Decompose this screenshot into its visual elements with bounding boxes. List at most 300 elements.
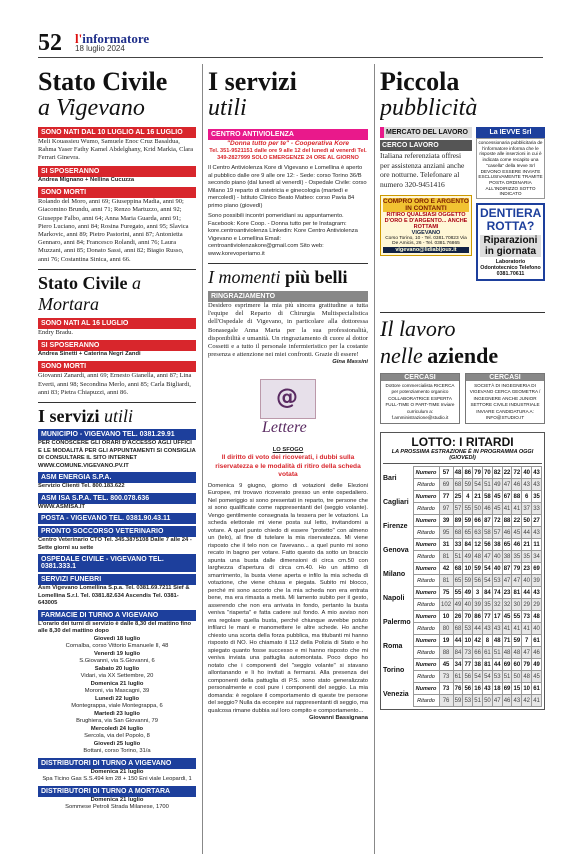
- lotto-ritardo: 41: [512, 623, 522, 635]
- cercasi-1-head: CERCASI: [381, 374, 459, 381]
- nati-bar: SONO NATI DAL 10 LUGLIO AL 16 LUGLIO: [38, 127, 196, 138]
- lotto-number: 69: [502, 659, 512, 671]
- lotto-ritardo: 51: [502, 671, 512, 683]
- lotto-number: 44: [453, 635, 463, 647]
- lotto-ritardo: 29: [532, 599, 542, 611]
- lotto-ritardo: 59: [453, 695, 463, 707]
- lotto-number: 79: [473, 467, 483, 479]
- lotto-ritardo: 43: [492, 623, 502, 635]
- lotto-number: 86: [463, 467, 473, 479]
- lotto-number: 43: [532, 587, 542, 599]
- lotto-ritardo: 40: [492, 551, 502, 563]
- antiviolenza-contacts: Sono possibili incontri pomeridiani su appuntamento. Facebook: Kore Coop. - Donna tutto per te Instagram: kore.centroantiviolenza Linkedin: Kore Centro Antiviolenza Vigevano e Lomellina Email: centroantiviolenzakore@gmail.com Sito web: www.korevoperiamo.it: [208, 213, 358, 257]
- lotto-label: Ritardo: [413, 647, 439, 659]
- lotto-title: LOTTO: I RITARDI: [411, 435, 514, 450]
- lotto-number: 15: [512, 683, 522, 695]
- lotto-ritardo: 97: [439, 503, 453, 515]
- lotto-ritardo: 43: [532, 527, 542, 539]
- mortara-nati-bar: SONO NATI AL 16 LUGLIO: [38, 318, 196, 329]
- lotto-number: 33: [453, 539, 463, 551]
- lotto-number: 10: [463, 635, 473, 647]
- lotto-ritardo: 54: [483, 575, 493, 587]
- farmacia-addr: Montegrappa, viale Montegrappa, 6: [71, 703, 163, 710]
- lotto-number: 40: [522, 467, 532, 479]
- lotto-number: 61: [532, 683, 542, 695]
- lotto-number: 77: [439, 491, 453, 503]
- lotto-ritardo: 88: [439, 647, 453, 659]
- lotto-label: Numero: [413, 539, 439, 551]
- lotto-ritardo: 102: [439, 599, 453, 611]
- lotto-ritardo: 51: [473, 695, 483, 707]
- lotto-ritardo: 41: [512, 503, 522, 515]
- lotto-label: Numero: [413, 563, 439, 575]
- lotto-number: 76: [453, 683, 463, 695]
- lotto-city: Roma: [383, 643, 403, 651]
- lotto-ritardo: 56: [463, 671, 473, 683]
- service-bar: ASM ISA S.P.A. TEL. 800.078.636: [38, 493, 196, 504]
- lotto-ritardo: 49: [492, 479, 502, 491]
- lotto-number: 54: [483, 563, 493, 575]
- lotto-number: 79: [512, 563, 522, 575]
- mortara-nati: Endry Bradu.: [38, 328, 74, 336]
- farmacia-addr: Bottani, corso Torino, 31/a: [83, 748, 151, 755]
- lotto-ritardo: 40: [463, 599, 473, 611]
- lotto-number: 45: [492, 491, 502, 503]
- lotto-number: 79: [522, 659, 532, 671]
- mercato-label: MERCATO DEL LAVORO: [380, 127, 472, 138]
- lotto-number: 82: [492, 467, 502, 479]
- lotto-ritardo: 41: [502, 623, 512, 635]
- lotto-number: 44: [492, 659, 502, 671]
- brand-logo: l'informatore: [75, 31, 150, 46]
- mortara-sposi-bar: SI SPOSERANNO: [38, 340, 196, 351]
- farmacia-day: Venerdì 19 luglio: [93, 650, 141, 657]
- lotto-number: 22: [502, 467, 512, 479]
- lotto-ritardo: 35: [522, 551, 532, 563]
- lotto-ritardo: 32: [492, 599, 502, 611]
- lotto-ritardo: 40: [522, 575, 532, 587]
- antiviolenza-bar: CENTRO ANTIVIOLENZA: [208, 129, 368, 140]
- dentiera-title: DENTIERA ROTTA?: [480, 206, 542, 234]
- lotto-ritardo: 59: [463, 575, 473, 587]
- riparazioni: Riparazioni in giornata: [480, 235, 541, 257]
- sposi-text: Andrea Mignano + Nellina Cucuzza: [38, 176, 135, 183]
- lotto-number: 81: [512, 587, 522, 599]
- issue-date: 18 luglio 2024: [75, 44, 125, 53]
- lotto-ritardo: 46: [532, 647, 542, 659]
- compro-ad: [380, 195, 472, 256]
- lotto-ritardo: 53: [492, 671, 502, 683]
- lettere-headline: Il diritto di voto dei ricoverati, i dubbi sulla riservatezza e le modalità di ritiro della scheda votata: [215, 454, 361, 479]
- lotto-number: 44: [522, 587, 532, 599]
- sposi-bar: SI SPOSERANNO: [38, 166, 196, 177]
- cercasi-card-1: [380, 373, 460, 424]
- lotto-ritardo: 42: [522, 695, 532, 707]
- lotto-ritardo: 39: [532, 575, 542, 587]
- lotto-number: 38: [473, 659, 483, 671]
- lotto-ritardo: 66: [473, 647, 483, 659]
- farmacia-day: Mercoledì 24 luglio: [90, 725, 144, 732]
- lotto-number: 45: [439, 659, 453, 671]
- lotto-sub: LA PROSSIMA ESTRAZIONE È IN PROGRAMMA OGGI (GIOVEDÌ): [383, 449, 542, 464]
- lotto-number: 18: [492, 683, 502, 695]
- service-bar: MUNICIPIO - VIGEVANO TEL. 0381.29.91: [38, 429, 196, 440]
- lotto-number: 89: [453, 515, 463, 527]
- lotto-ritardo: 47: [502, 479, 512, 491]
- ringraziamento-sign: Gina Massini: [332, 359, 368, 366]
- lotto-number: 59: [473, 563, 483, 575]
- lotto-ritardo: 73: [463, 647, 473, 659]
- lotto-number: 46: [512, 539, 522, 551]
- service-text: WWW.ASMISA.IT: [38, 503, 86, 510]
- lotto-ritardo: 57: [492, 527, 502, 539]
- stato-subtitle: a Vigevano: [38, 95, 145, 121]
- lotto-label: Numero: [413, 467, 439, 479]
- lotto-number: 59: [512, 635, 522, 647]
- lotto-number: 12: [473, 539, 483, 551]
- lotto-number: 21: [522, 539, 532, 551]
- lotto-number: 50: [522, 515, 532, 527]
- lotto-number: 43: [532, 467, 542, 479]
- lotto-ritardo: 49: [463, 551, 473, 563]
- lotto-ritardo: 68: [453, 479, 463, 491]
- lotto-ritardo: 48: [473, 551, 483, 563]
- lotto-ritardo: 41: [532, 695, 542, 707]
- lotto-number: 67: [502, 491, 512, 503]
- lotto-ritardo: 63: [473, 527, 483, 539]
- lotto-ritardo: 50: [483, 695, 493, 707]
- service-text: Servizio Clienti Tel. 800.183.622: [38, 483, 125, 490]
- lotto-number: 21: [473, 491, 483, 503]
- lavoro-title-b: nelle: [380, 343, 423, 368]
- distr-mor-day: Domenica 21 luglio: [90, 796, 144, 803]
- antiviolenza-tel: Tel. 351-9521151 dalle ore 9 alle 12 del lunedì al venerdì Tel. 349-2827999 SOLO EMERGENZE 24 ORE AL GIORNO: [209, 148, 367, 161]
- lotto-number: 8: [483, 635, 493, 647]
- mortara-sub: a Mortara: [38, 272, 141, 314]
- compro-mail: vigevano@lidiabijoux.it: [383, 247, 469, 253]
- lotto-row: [383, 491, 542, 503]
- lotto-number: 55: [512, 611, 522, 623]
- momenti-title-b: più belli: [284, 267, 348, 287]
- lotto-ritardo: 59: [463, 479, 473, 491]
- lotto-number: 10: [463, 563, 473, 575]
- farmacia-day: Martedì 23 luglio: [94, 710, 140, 717]
- lotto-row: [383, 659, 542, 671]
- lotto-ritardo: 68: [453, 623, 463, 635]
- lotto-number: 10: [522, 683, 532, 695]
- lab-text: Laboratorio Odontotecnico Telefono 0381.70611: [480, 259, 541, 278]
- stato-title: Stato Civile: [38, 68, 168, 96]
- lotto-ritardo: 53: [492, 575, 502, 587]
- lotto-city: Venezia: [383, 691, 409, 699]
- lotto-ritardo: 40: [532, 623, 542, 635]
- lotto-ritardo: 53: [463, 695, 473, 707]
- lotto-city: Bari: [383, 475, 397, 483]
- lotto-number: 48: [532, 611, 542, 623]
- lotto-number: 16: [473, 683, 483, 695]
- lotto-ritardo: 45: [532, 671, 542, 683]
- lotto-number: 73: [522, 611, 532, 623]
- lotto-ritardo: 33: [532, 503, 542, 515]
- lotto-ritardo: 35: [512, 551, 522, 563]
- page-header: [0, 0, 580, 58]
- piccola-title: Piccola: [380, 68, 460, 96]
- lotto-city: Firenze: [383, 523, 408, 531]
- service-text: L'orario dei turni di servizio è dalle 8,30 del mattino fino alle 8,30 del mattino dopo: [38, 620, 192, 635]
- cercasi-2-head: CERCASI: [466, 374, 544, 381]
- lotto-ritardo: 43: [483, 623, 493, 635]
- lotto-ritardo: 53: [463, 623, 473, 635]
- lotto-ritardo: 61: [453, 671, 463, 683]
- lotto-number: 48: [453, 467, 463, 479]
- lotto-ritardo: 30: [512, 599, 522, 611]
- lotto-number: 49: [532, 659, 542, 671]
- farmacia-day: Sabato 20 luglio: [94, 665, 140, 672]
- lotto-number: 87: [502, 563, 512, 575]
- farmacia-addr: Sercola, via del Popolo, 8: [84, 733, 150, 740]
- servizi-mid-sub: utili: [208, 95, 247, 121]
- lotto-label: Numero: [413, 635, 439, 647]
- lettere-text: Domenica 9 giugno, giorno di votazioni delle Elezioni Europee, mi trovavo ricoverato presso un ente ospedaliero. Nel pomeriggio si sono presentati in reparto, tre persone che si sono qualificate come rappresentanti del (seggio volante). Vengo gentilmente consegnata la tessera per le votazioni. La scheda elettorale mi viene posta sul letto, invitandomi a votare. A quel punto chiedo di essere "protetto" con almeno un (telo), al fine di tutelare la mia riservatezza. Mi viene risposto che il telo non ce l'avevano... a quel punto mi sono recato in bagno per votare. Fatto questo da sotto un braccio spunta una busta dalle dimensioni di circa cm.50 con larghezza d'apertura di circa cm.40. Ho un attimo di smarrimento, la busta viene aperta e infilo la mia scheda di votazione, che viene chiusa e piegata. Subito mi blocco, perché mi sono accorto che la mia scheda non era entrata bene, ma era rimasta a metà. Mi lamento subito per il gesto, asserendo che non era arrivata in fondo, pertanto la busta veniva "riaperta" e fatta cadere sul fondo. A mio avviso non era regolare quella busta, perché chiunque avrebbe potuto infilarci le mani e manomettere le altre schede. Ho anche chiesto una scorta della forza pubblica, ma titubanti mi hanno risposto di NO. Ho chiamato il 112 della Polizia di Stato e ho spiegato quanto fosse successo e mi hanno risposto che mi veniva inviata una pattuglia automontata. Poco dopo ho notato che i componenti del "seggio volante" si stavano allontanando e li ho invitati a fermarsi. Alla presenza dei componenti della pattuglia di P.S. sono stato generalizzato personalmente e così pure i componenti del seggio. La mia domanda: è regolare il comportamento di queste tre persone del seggio? Nulla da eccepire sui rappresentanti di seggio, ma qualcosa rimane dubbia sul loro compito e comportamento...: [208, 482, 368, 714]
- lotto-label: Numero: [413, 491, 439, 503]
- momenti-title: I momenti: [208, 267, 281, 287]
- lotto-number: 57: [439, 467, 453, 479]
- lotto-number: 56: [463, 683, 473, 695]
- lotto-label: Ritardo: [413, 527, 439, 539]
- lotto-ritardo: 50: [473, 503, 483, 515]
- lotto-number: 23: [502, 587, 512, 599]
- lotto-ritardo: 38: [502, 551, 512, 563]
- ievve-text: concessionaria pubblicitaria de l'informatore informa che le risposte alle inserzioni in cui è indicata come recapito una "casella" della Ievve Srl DEVONO ESSERE INVIATE ESCLUSIVAMENTE TRAMITE POSTA ORDINARIA ALL'INDIRIZZO SOTTO INDICATO: [476, 138, 545, 199]
- at-icon: @: [276, 384, 298, 410]
- lotto-number: 35: [532, 491, 542, 503]
- lotto-number: 77: [483, 611, 493, 623]
- lotto-ritardo: 81: [439, 551, 453, 563]
- lotto-label: Ritardo: [413, 551, 439, 563]
- mortara-sposi: Andrea Sinetti + Caterina Negri Zandi: [38, 350, 141, 357]
- lotto-ritardo: 55: [463, 503, 473, 515]
- service-bar: OSPEDALE CIVILE - VIGEVANO TEL. 0381.333.1: [38, 554, 196, 572]
- lotto-row: [383, 611, 542, 623]
- lettere-caption: LO SFOGO: [272, 446, 304, 453]
- distr-vig-bar: DISTRIBUTORI DI TURNO A VIGEVANO: [38, 758, 196, 769]
- servizi-sub: utili: [103, 406, 133, 427]
- lotto-ritardo: 32: [502, 599, 512, 611]
- lotto-ritardo: 48: [522, 671, 532, 683]
- lotto-ritardo: 69: [439, 479, 453, 491]
- lotto-label: Ritardo: [413, 671, 439, 683]
- lotto-number: 68: [453, 563, 463, 575]
- distr-vig-day: Domenica 21 luglio: [90, 768, 144, 775]
- lotto-ritardo: 46: [512, 479, 522, 491]
- lotto-row: [383, 515, 542, 527]
- lotto-number: 65: [502, 539, 512, 551]
- lotto-number: 42: [473, 635, 483, 647]
- lettere-logo: [248, 375, 328, 445]
- mortara-title: Stato Civile: [38, 272, 128, 293]
- service-bar: POSTA - VIGEVANO TEL. 0381.90.43.11: [38, 513, 196, 524]
- lotto-ritardo: 47: [502, 575, 512, 587]
- service-text: Centro Veterinario CTO Tel. 345.3875108 Dalle 7 alle 24 - Sette giorni su sette: [38, 537, 192, 551]
- lotto-ritardo: 35: [483, 599, 493, 611]
- lotto-ritardo: 46: [483, 503, 493, 515]
- morti-bar: SONO MORTI: [38, 187, 196, 198]
- lotto-ritardo: 47: [483, 551, 493, 563]
- lotto-city: Torino: [383, 667, 405, 675]
- service-bar: ASM ENERGIA S.P.A.: [38, 472, 196, 483]
- lotto-number: 60: [512, 659, 522, 671]
- lettere-label: Lettere: [262, 418, 307, 436]
- lotto-ritardo: 43: [512, 695, 522, 707]
- lotto-number: 48: [492, 635, 502, 647]
- lotto-ritardo: 48: [502, 647, 512, 659]
- lotto-label: Numero: [413, 611, 439, 623]
- lotto-number: 87: [483, 515, 493, 527]
- service-bar: FARMACIE DI TURNO A VIGEVANO: [38, 610, 196, 621]
- lotto-ritardo: 44: [473, 623, 483, 635]
- lotto-label: Numero: [413, 587, 439, 599]
- lotto-ritardo: 50: [512, 671, 522, 683]
- mortara-morti-bar: SONO MORTI: [38, 361, 196, 372]
- lotto-ritardo: 41: [502, 503, 512, 515]
- lotto-box: [380, 432, 545, 710]
- lotto-city: Cagliari: [383, 499, 409, 507]
- lotto-number: 88: [502, 515, 512, 527]
- lotto-row: [383, 683, 542, 695]
- lotto-number: 86: [473, 611, 483, 623]
- lotto-ritardo: 54: [473, 671, 483, 683]
- cerco-text: Italiana referenziata offresi per assistenza anziani anche ore notturne. Telefonare al numero 320-9451416: [380, 151, 465, 189]
- servizi-mid-title: I servizi: [208, 68, 297, 96]
- lotto-number: 88: [512, 491, 522, 503]
- lotto-ritardo: 51: [492, 647, 502, 659]
- lotto-label: Ritardo: [413, 503, 439, 515]
- compro-addr: Corso Torino, 10 - Tel. 0381.70823 Via De Amicis, 26 - Tel. 0381.76865: [385, 236, 467, 246]
- lotto-number: 72: [492, 515, 502, 527]
- lotto-number: 81: [483, 659, 493, 671]
- compro-title: COMPRO ORO E ARGENTO IN CONTANTI: [383, 198, 469, 212]
- service-text: Asm Vigevano Lomellina S.p.a. Tel. 0381.69.7211 Sief & Lomellina S.r.l. Tel. 0381.82.634 Ascendis Tel. 0381-643005: [38, 585, 190, 607]
- service-bar: PRONTO SOCCORSO VETERINARIO: [38, 526, 196, 537]
- lotto-number: 45: [502, 611, 512, 623]
- lotto-label: Ritardo: [413, 623, 439, 635]
- cercasi-1-text: Dottore commercialista RICERCA per potenziamento organico COLLABORATRICE ESPERTA FULL-TIME O PART-TIME Inviare curriculum a: f.amministrazione@studio.it: [385, 383, 455, 421]
- lotto-number: 74: [492, 587, 502, 599]
- distr-vig-text: Spa Ticino Gas S.S.494 km 28 + 150 Eni viale Leopardi, 1: [42, 776, 192, 783]
- lotto-row: [383, 563, 542, 575]
- nati-text: Meli Kouassieu Wumo, Samuele Enoc Cruz Basaldua, Rahma Yaser Fathy Kamel Abdelghany, Krid Markia, Clara Ferrari Ginevra.: [38, 138, 194, 162]
- lotto-number: 58: [483, 491, 493, 503]
- mortara-morti: Giovanni Zanardi, anni 69; Ernesto Gianella, anni 87; Lina Everti, anni 98; Secondina Merlo, anni 85; Carla Bigliardi, anni 83; Pietra Chiapuzzi, anni 86.: [38, 372, 192, 396]
- lotto-number: 42: [439, 563, 453, 575]
- service-bar: SERVIZI FUNEBRI: [38, 574, 196, 585]
- lotto-ritardo: 47: [512, 575, 522, 587]
- lotto-number: 56: [483, 539, 493, 551]
- lotto-ritardo: 80: [439, 623, 453, 635]
- lotto-row: [383, 467, 542, 479]
- lotto-ritardo: 45: [492, 503, 502, 515]
- lotto-ritardo: 68: [453, 527, 463, 539]
- farmacia-addr: Moroni, via Mascagni, 39: [84, 688, 150, 695]
- farmacia-day: Domenica 21 luglio: [90, 680, 144, 687]
- distr-mor-bar: DISTRIBUTORI DI TURNO A MORTARA: [38, 786, 196, 797]
- lotto-ritardo: 37: [522, 503, 532, 515]
- page-number: 52: [38, 30, 62, 56]
- lettere-sign: Giovanni Bassignana: [309, 715, 368, 722]
- lotto-number: 43: [483, 683, 493, 695]
- farmacia-day: Lunedì 22 luglio: [94, 695, 140, 702]
- middle-column: [208, 68, 368, 858]
- antiviolenza-text: Il Centro Antiviolenza Kore di Vigevano e Lomellina è aperto al pubblico dalle ore 9 alle ore 12: - Sede: corso Torino 36/B secondo piano (dal lunedì al venerdì) - Ospedale Civile: corso Milano 19 reparto di ostetricia e ginecologia (martedì e mercoledì) - Istituto Clinico Beato Matteo: corso Pavia 84 primo piano (giovedì): [208, 165, 367, 209]
- lotto-ritardo: 39: [473, 599, 483, 611]
- lotto-label: Numero: [413, 515, 439, 527]
- lotto-table: [383, 466, 542, 707]
- compro-ritiro: RITIRO QUALSIASI OGGETTO D'ORO E D'ARGENTO... ANCHE ROTTAMI: [384, 212, 468, 230]
- right-column: [380, 68, 545, 858]
- servizi-title: I servizi: [38, 406, 100, 427]
- lotto-number: 38: [492, 539, 502, 551]
- lotto-number: 25: [453, 491, 463, 503]
- lotto-number: 84: [463, 539, 473, 551]
- lotto-city: Napoli: [383, 595, 405, 603]
- left-column: [38, 68, 196, 858]
- lotto-ritardo: 65: [463, 527, 473, 539]
- lotto-city: Palermo: [383, 619, 411, 627]
- lotto-number: 66: [473, 515, 483, 527]
- lotto-number: 6: [522, 491, 532, 503]
- lotto-number: 59: [463, 515, 473, 527]
- distr-mor-text: Sommese Petroli Strada Milanese, 1700: [65, 804, 169, 811]
- lotto-ritardo: 84: [453, 647, 463, 659]
- lotto-number: 7: [522, 635, 532, 647]
- farmacia-addr: Brughiera, via San Giovanni, 79: [76, 718, 158, 725]
- farmacia-addr: S.Giovanni, via S.Giovanni, 6: [79, 658, 155, 665]
- lotto-ritardo: 61: [483, 647, 493, 659]
- lotto-row: [383, 539, 542, 551]
- lotto-number: 75: [439, 587, 453, 599]
- lotto-number: 55: [453, 587, 463, 599]
- lotto-ritardo: 81: [439, 575, 453, 587]
- lotto-number: 23: [522, 563, 532, 575]
- lotto-ritardo: 47: [522, 647, 532, 659]
- lotto-number: 70: [483, 467, 493, 479]
- lavoro-title-c: aziende: [427, 343, 499, 368]
- lotto-ritardo: 29: [522, 599, 532, 611]
- lotto-ritardo: 65: [453, 575, 463, 587]
- lotto-number: 70: [463, 611, 473, 623]
- antiviolenza-coop: "Donna tutto per te" - Cooperativa Kore: [226, 140, 350, 147]
- farmacia-addr: Vidari, via XX Settembre, 20: [80, 673, 154, 680]
- service-text: PER CONOSCERE GLI ORARI D'ACCESSO AGLI UFFICI E LE MODALITÀ PER GLI APPUNTAMENTI SI CONSIGLIA DI CONSULTARE IL SITO INTERNET WWW.COMUNE.VIGEVANO.PV.IT: [38, 440, 196, 469]
- lotto-row: [383, 635, 542, 647]
- lotto-label: Numero: [413, 659, 439, 671]
- cercasi-2-text: SOCIETÀ DI INGEGNERIA DI VIGEVANO CERCA GEOMETRA / INGEGNERE ANCHE JUNIOR SETTORE CIVILE INDUSTRIALE INVIARE CANDIDATURA A: INFO@STUDIO.IT: [469, 383, 541, 421]
- cerco-bar: CERCO LAVORO: [380, 140, 472, 151]
- lotto-ritardo: 51: [453, 551, 463, 563]
- lotto-number: 31: [439, 539, 453, 551]
- lotto-number: 69: [502, 683, 512, 695]
- lotto-ritardo: 49: [453, 599, 463, 611]
- lotto-number: 73: [439, 683, 453, 695]
- piccola-sub: pubblicità: [380, 95, 478, 121]
- lotto-ritardo: 41: [522, 623, 532, 635]
- lotto-number: 17: [492, 611, 502, 623]
- lotto-number: 3: [473, 587, 483, 599]
- lotto-city: Milano: [383, 571, 406, 579]
- lotto-number: 69: [532, 563, 542, 575]
- lotto-ritardo: 44: [522, 527, 532, 539]
- lotto-number: 71: [502, 635, 512, 647]
